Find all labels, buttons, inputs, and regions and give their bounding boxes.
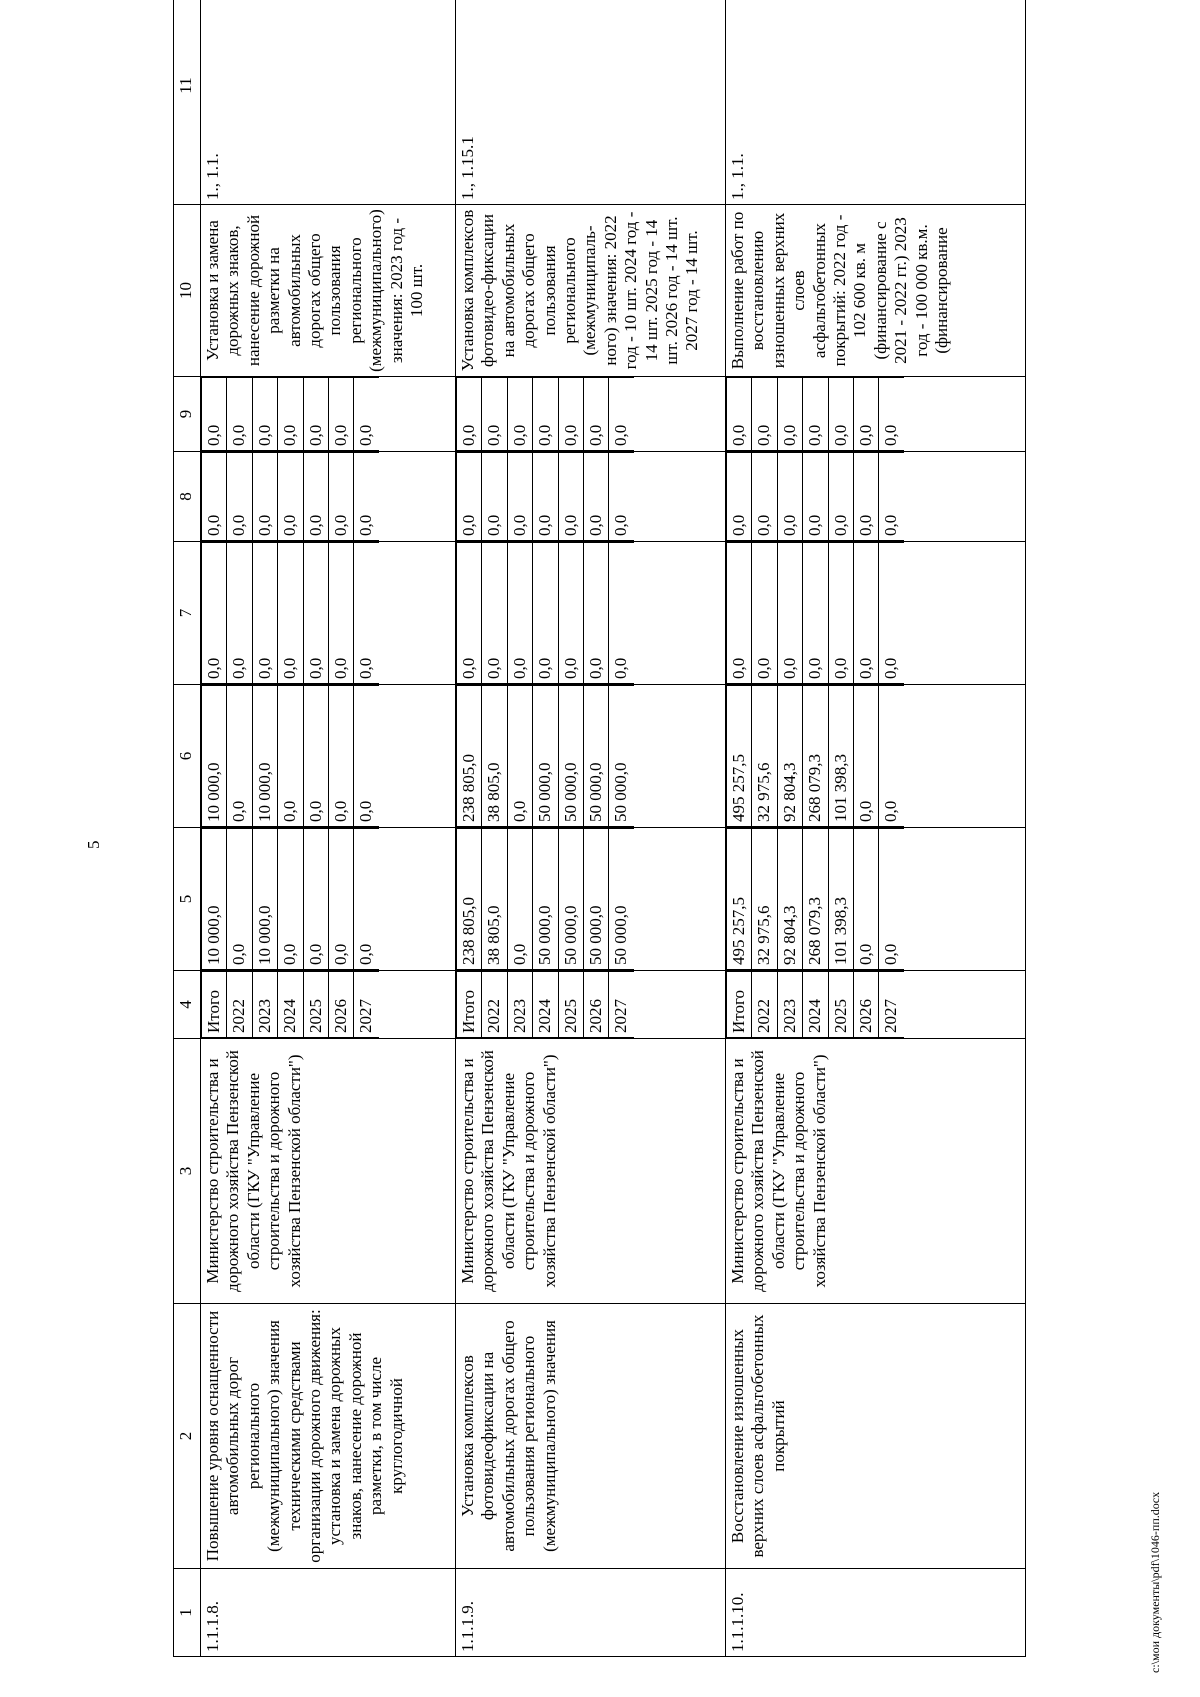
- regional-budget-value: 101 398,3: [828, 686, 853, 827]
- indicator-link: 1., 1.15.1: [456, 0, 726, 205]
- col-7-header: 7: [174, 542, 201, 685]
- other-sources-value: 0,0: [752, 378, 777, 451]
- year-list-value: 2023: [777, 972, 802, 1038]
- regional-budget-value: 0,0: [879, 686, 904, 827]
- total-funding-value: 238 805,0: [457, 829, 482, 970]
- total-funding-value: 10 000,0: [202, 829, 227, 970]
- local-budget-value: 0,0: [227, 453, 252, 541]
- year-list-value: 2025: [558, 972, 583, 1038]
- local-budget-value: 0,0: [853, 453, 878, 541]
- indicator-link: 1., 1.1.: [201, 0, 456, 205]
- regional-budget-value: 268 079,3: [803, 686, 828, 827]
- col-3-header: 3: [174, 1039, 201, 1304]
- total-funding-value: 0,0: [879, 829, 904, 970]
- local-budget-value: 0,0: [202, 453, 227, 541]
- year-list-value: 2025: [828, 972, 853, 1038]
- year-list-value: 2023: [252, 972, 277, 1038]
- federal-budget-value: 0,0: [727, 543, 752, 684]
- year-list-value: 2024: [803, 972, 828, 1038]
- federal-budget-value: 0,0: [482, 543, 507, 684]
- col-8-header: 8: [174, 452, 201, 542]
- total-funding-value: 50 000,0: [609, 829, 634, 970]
- footer-file-path: c:\мои документы\pdf\1046-пп.docx: [1148, 1491, 1162, 1673]
- activity-name: Установка комплексов фотовидеофиксации на автомобильных дорогах общего пользования регионального (межмуниципального) значения: [456, 1304, 726, 1569]
- year-list-value: 2027: [609, 972, 634, 1038]
- local-budget-value: 0,0: [482, 453, 507, 541]
- regional-budget-value: 10 000,0: [202, 686, 227, 827]
- executor: Министерство строительства и дорожного хозяйства Пензенской области (ГКУ "Управление строительства и дорожного хозяйства Пензенской области"): [726, 1039, 1026, 1304]
- other-sources-value: 0,0: [828, 378, 853, 451]
- total-funding-value: 0,0: [227, 829, 252, 970]
- executor: Министерство строительства и дорожного хозяйства Пензенской области (ГКУ "Управление строительства и дорожного хозяйства Пензенской области"): [201, 1039, 456, 1304]
- year-list-value: Итого: [457, 972, 482, 1038]
- year-list-value: 2027: [354, 972, 379, 1038]
- year-list-value: 2026: [328, 972, 353, 1038]
- local-budget-value: 0,0: [303, 453, 328, 541]
- regional-budget-value: 50 000,0: [609, 686, 634, 827]
- federal-budget-value: 0,0: [202, 543, 227, 684]
- local-budget-value: 0,0: [354, 453, 379, 541]
- total-funding: [726, 828, 1026, 971]
- local-budget-value: 0,0: [727, 453, 752, 541]
- table-row: [201, 0, 456, 1657]
- federal-budget-value: 0,0: [252, 543, 277, 684]
- regional-budget-value: 0,0: [328, 686, 353, 827]
- total-funding-value: 10 000,0: [252, 829, 277, 970]
- other-sources-value: 0,0: [727, 378, 752, 451]
- federal-budget-value: 0,0: [457, 543, 482, 684]
- total-funding-value: 0,0: [354, 829, 379, 970]
- other-sources-value: 0,0: [853, 378, 878, 451]
- local-budget-value: 0,0: [583, 453, 608, 541]
- local-budget-value: 0,0: [457, 453, 482, 541]
- executor: Министерство строительства и дорожного хозяйства Пензенской области (ГКУ "Управление строительства и дорожного хозяйства Пензенской области"): [456, 1039, 726, 1304]
- col-11-header: 11: [174, 0, 201, 205]
- federal-budget-value: 0,0: [533, 543, 558, 684]
- federal-budget-value: 0,0: [828, 543, 853, 684]
- col-10-header: 10: [174, 205, 201, 377]
- other-sources-value: 0,0: [803, 378, 828, 451]
- row-number: 1.1.1.10.: [726, 1569, 1026, 1657]
- other-sources-value: 0,0: [328, 378, 353, 451]
- local-budget-value: 0,0: [558, 453, 583, 541]
- local-budget-value: 0,0: [803, 453, 828, 541]
- col-2-header: 2: [174, 1304, 201, 1569]
- other-sources-value: 0,0: [278, 378, 303, 451]
- local-budget-value: 0,0: [507, 453, 532, 541]
- other-sources: [201, 377, 456, 452]
- activity-name: Восстановление изношенных верхних слоев асфальтобетонных покрытий: [726, 1304, 1026, 1569]
- other-sources-value: 0,0: [482, 378, 507, 451]
- col-9-header: 9: [174, 377, 201, 452]
- federal-budget-value: 0,0: [507, 543, 532, 684]
- year-list-value: Итого: [202, 972, 227, 1038]
- local-budget: [456, 452, 726, 542]
- table-row: [456, 0, 726, 1657]
- regional-budget-value: 32 975,6: [752, 686, 777, 827]
- total-funding-value: 50 000,0: [533, 829, 558, 970]
- year-list-value: 2022: [752, 972, 777, 1038]
- header-row: [174, 0, 201, 1657]
- federal-budget-value: 0,0: [354, 543, 379, 684]
- other-sources: [456, 377, 726, 452]
- expected-result: Установка комплексов фотовидео-фиксации на автомобильных дорогах общего пользования регионального (межмуниципаль-ного) значения: 2022 год - 10 шт. 2024 год - 14 шт. 2025 год - 14 шт. 2026 год - 14 шт. 2027 год - 14 шт.: [456, 205, 726, 377]
- federal-budget-value: 0,0: [879, 543, 904, 684]
- expected-result: Установка и замена дорожных знаков, нанесение дорожной разметки на автомобильных дорогах общего пользования регионального (межмуниципального) значения: 2023 год - 100 шт.: [201, 205, 456, 377]
- total-funding-value: 32 975,6: [752, 829, 777, 970]
- local-budget-value: 0,0: [777, 453, 802, 541]
- local-budget: [201, 452, 456, 542]
- regional-budget-value: 495 257,5: [727, 686, 752, 827]
- other-sources-value: 0,0: [507, 378, 532, 451]
- year-list-value: 2024: [278, 972, 303, 1038]
- activity-name: Повышение уровня оснащенности автомобильных дорог регионального (межмуниципального) значения техническими средствами организации дорожного движения: установка и замена дорожных знаков, нанесение дорожной разметки, в том числе круглогодичной: [201, 1304, 456, 1569]
- local-budget: [726, 452, 1026, 542]
- local-budget-value: 0,0: [609, 453, 634, 541]
- total-funding-value: 0,0: [278, 829, 303, 970]
- federal-budget-value: 0,0: [777, 543, 802, 684]
- page-number: 5: [84, 840, 103, 849]
- col-4-header: 4: [174, 971, 201, 1039]
- year-list-value: 2024: [533, 972, 558, 1038]
- year-list-value: 2027: [879, 972, 904, 1038]
- other-sources-value: 0,0: [354, 378, 379, 451]
- col-1-header: 1: [174, 1569, 201, 1657]
- total-funding-value: 92 804,3: [777, 829, 802, 970]
- local-budget-value: 0,0: [278, 453, 303, 541]
- regional-budget-value: 0,0: [354, 686, 379, 827]
- year-list-value: 2022: [227, 972, 252, 1038]
- federal-budget: [726, 542, 1026, 685]
- regional-budget-value: 0,0: [227, 686, 252, 827]
- federal-budget-value: 0,0: [278, 543, 303, 684]
- federal-budget-value: 0,0: [328, 543, 353, 684]
- local-budget-value: 0,0: [752, 453, 777, 541]
- other-sources-value: 0,0: [583, 378, 608, 451]
- regional-budget-value: 0,0: [507, 686, 532, 827]
- regional-budget-value: 50 000,0: [558, 686, 583, 827]
- total-funding-value: 50 000,0: [558, 829, 583, 970]
- regional-budget: [201, 685, 456, 828]
- regional-budget-value: 50 000,0: [533, 686, 558, 827]
- year-list-value: 2022: [482, 972, 507, 1038]
- total-funding: [456, 828, 726, 971]
- total-funding-value: 0,0: [303, 829, 328, 970]
- total-funding-value: 495 257,5: [727, 829, 752, 970]
- other-sources-value: 0,0: [558, 378, 583, 451]
- col-6-header: 6: [174, 685, 201, 828]
- other-sources-value: 0,0: [252, 378, 277, 451]
- table-row: [726, 0, 1026, 1657]
- indicator-link: 1., 1.1.: [726, 0, 1026, 205]
- other-sources-value: 0,0: [609, 378, 634, 451]
- regional-budget-value: 0,0: [303, 686, 328, 827]
- local-budget-value: 0,0: [879, 453, 904, 541]
- total-funding-value: 50 000,0: [583, 829, 608, 970]
- federal-budget-value: 0,0: [853, 543, 878, 684]
- federal-budget-value: 0,0: [558, 543, 583, 684]
- year-list-value: Итого: [727, 972, 752, 1038]
- federal-budget: [456, 542, 726, 685]
- row-number: 1.1.1.9.: [456, 1569, 726, 1657]
- year-list: [201, 971, 456, 1039]
- local-budget-value: 0,0: [252, 453, 277, 541]
- year-list-value: 2026: [853, 972, 878, 1038]
- other-sources-value: 0,0: [457, 378, 482, 451]
- federal-budget-value: 0,0: [803, 543, 828, 684]
- total-funding-value: 0,0: [853, 829, 878, 970]
- col-5-header: 5: [174, 828, 201, 971]
- federal-budget-value: 0,0: [752, 543, 777, 684]
- federal-budget-value: 0,0: [227, 543, 252, 684]
- total-funding-value: 268 079,3: [803, 829, 828, 970]
- regional-budget-value: 238 805,0: [457, 686, 482, 827]
- other-sources-value: 0,0: [777, 378, 802, 451]
- year-list-value: 2026: [583, 972, 608, 1038]
- local-budget-value: 0,0: [328, 453, 353, 541]
- regional-budget: [456, 685, 726, 828]
- year-list-value: 2025: [303, 972, 328, 1038]
- local-budget-value: 0,0: [533, 453, 558, 541]
- federal-budget-value: 0,0: [303, 543, 328, 684]
- other-sources: [726, 377, 1026, 452]
- federal-budget-value: 0,0: [609, 543, 634, 684]
- other-sources-value: 0,0: [202, 378, 227, 451]
- total-funding-value: 0,0: [328, 829, 353, 970]
- federal-budget: [201, 542, 456, 685]
- regional-budget-value: 0,0: [853, 686, 878, 827]
- other-sources-value: 0,0: [879, 378, 904, 451]
- regional-budget-value: 50 000,0: [583, 686, 608, 827]
- regional-budget-value: 38 805,0: [482, 686, 507, 827]
- total-funding-value: 101 398,3: [828, 829, 853, 970]
- year-list: [456, 971, 726, 1039]
- regional-budget-value: 92 804,3: [777, 686, 802, 827]
- regional-budget-value: 0,0: [278, 686, 303, 827]
- total-funding-value: 0,0: [507, 829, 532, 970]
- regional-budget: [726, 685, 1026, 828]
- year-list-value: 2023: [507, 972, 532, 1038]
- local-budget-value: 0,0: [828, 453, 853, 541]
- total-funding: [201, 828, 456, 971]
- total-funding-value: 38 805,0: [482, 829, 507, 970]
- other-sources-value: 0,0: [533, 378, 558, 451]
- program-table: [173, 0, 1026, 1657]
- regional-budget-value: 10 000,0: [252, 686, 277, 827]
- other-sources-value: 0,0: [303, 378, 328, 451]
- year-list: [726, 971, 1026, 1039]
- federal-budget-value: 0,0: [583, 543, 608, 684]
- other-sources-value: 0,0: [227, 378, 252, 451]
- expected-result: Выполнение работ по восстановлению изношенных верхних слоев асфальтобетонных покрытий: 2022 год - 102 600 кв. м (финансирование с 2021 - 2022 гг.) 2023 год - 100 000 кв.м. (финансирование: [726, 205, 1026, 377]
- row-number: 1.1.1.8.: [201, 1569, 456, 1657]
